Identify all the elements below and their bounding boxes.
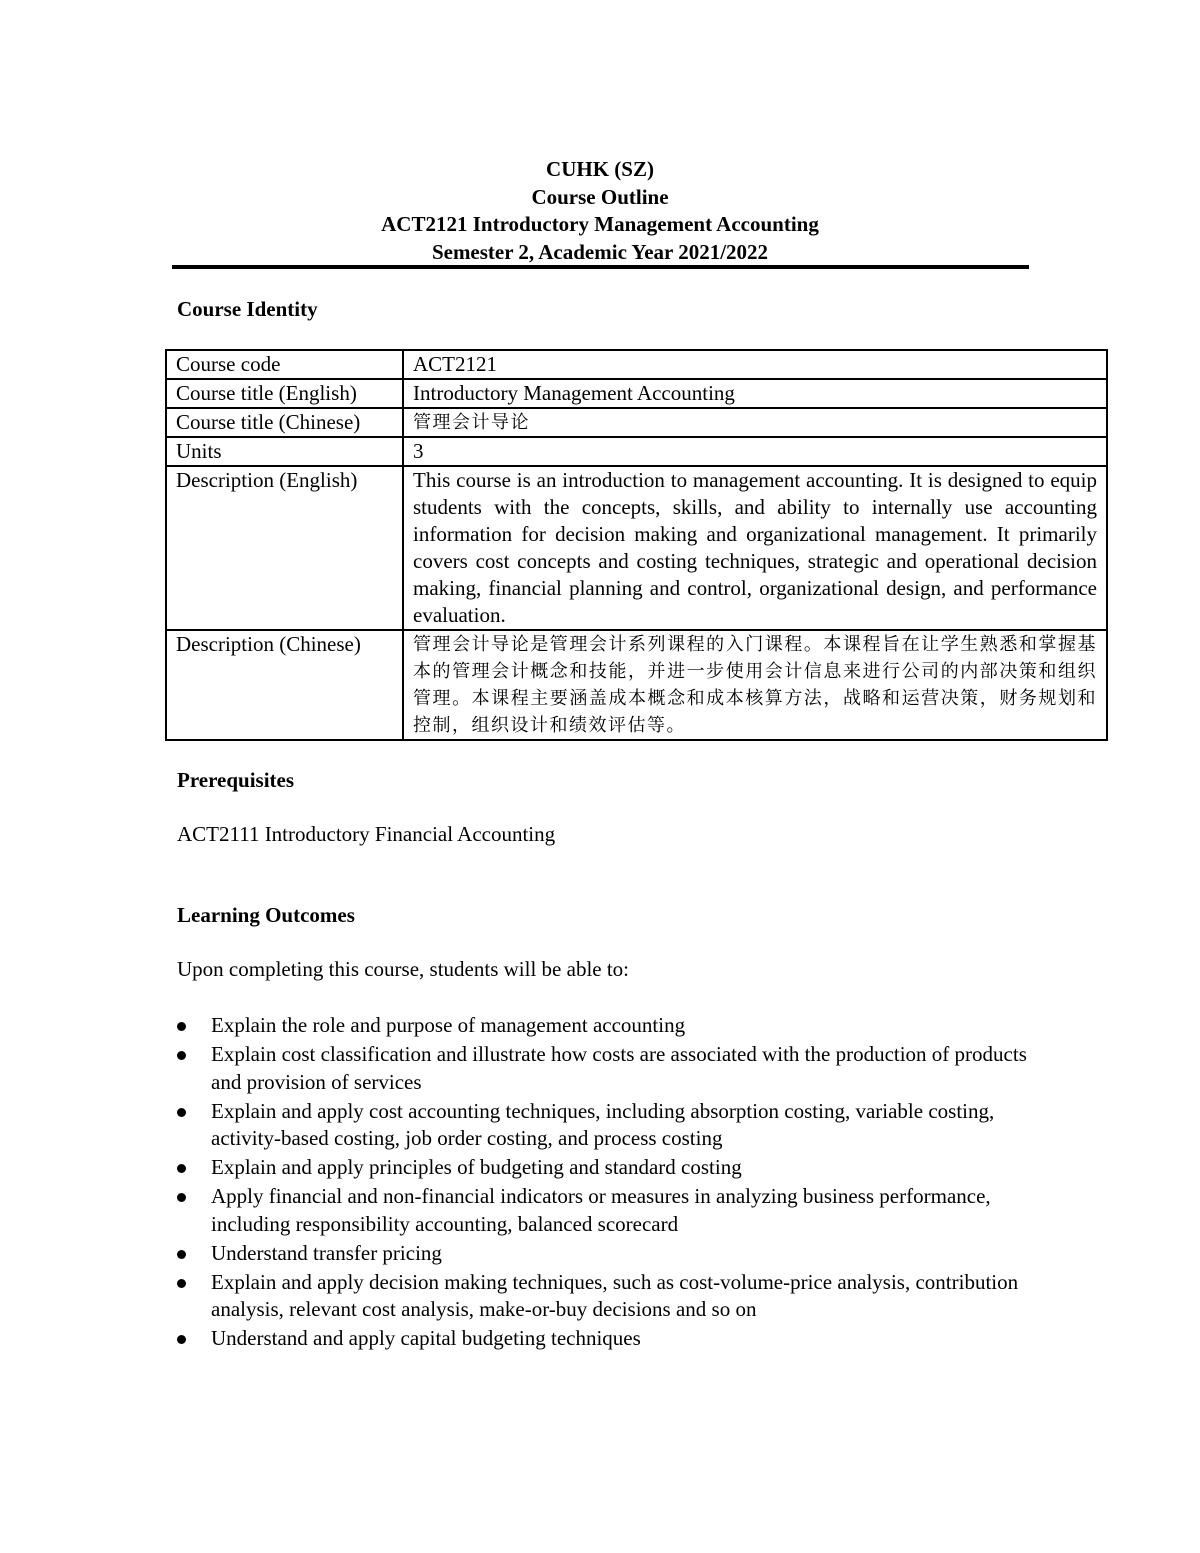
bullet-icon bbox=[177, 1279, 186, 1288]
table-label: Course title (English) bbox=[166, 379, 403, 408]
semester-heading: Semester 2, Academic Year 2021/2022 bbox=[431, 239, 769, 264]
list-item-text: Understand and apply capital budgeting techniques bbox=[211, 1326, 641, 1350]
table-value: 管理会计导论 bbox=[403, 408, 1107, 437]
list-item bbox=[177, 1240, 1027, 1268]
list-item-text: Understand transfer pricing bbox=[211, 1240, 442, 1265]
prerequisites-text: ACT2111 Introductory Financial Accounting bbox=[177, 822, 556, 846]
bullet-icon bbox=[177, 1051, 186, 1060]
table-label: Units bbox=[166, 437, 403, 466]
table-row bbox=[166, 350, 1107, 379]
bullet-icon bbox=[177, 1335, 186, 1344]
bullet-icon bbox=[177, 1250, 186, 1259]
list-item-text: Explain and apply decision making techniques, such as cost-volume-price analysis, contribution analysis, relevant cost analysis, make-or-buy decisions and so on bbox=[211, 1269, 1019, 1321]
table-value: 3 bbox=[403, 437, 1107, 466]
learning-outcomes-intro: Upon completing this course, students will be able to: bbox=[177, 957, 630, 981]
bullet-icon bbox=[177, 1022, 186, 1031]
header-divider bbox=[172, 265, 1029, 269]
table-label: Description (Chinese) bbox=[166, 630, 403, 740]
table-value: This course is an introduction to management accounting. It is designed to equip students with the concepts, skills, and ability to internally use accounting information for decision making and organizational management. It primarily covers cost concepts and costing techniques, strategic and operational decision making, financial planning and control, organizational design, and performance evaluation. bbox=[403, 466, 1107, 630]
list-item bbox=[177, 1325, 1027, 1353]
document-type: Course Outline bbox=[531, 184, 669, 209]
list-item-text: Explain the role and purpose of management accounting bbox=[211, 1013, 686, 1037]
list-item bbox=[177, 1183, 1027, 1238]
list-item-text: Explain cost classification and illustrate how costs are associated with the production of products and provision of services bbox=[211, 1042, 1027, 1094]
table-row bbox=[166, 630, 1107, 740]
table-row bbox=[166, 379, 1107, 408]
list-item-text: Apply financial and non-financial indicators or measures in analyzing business performance, including responsibility accounting, balanced scorecard bbox=[211, 1184, 991, 1236]
table-value: Introductory Management Accounting bbox=[403, 379, 1107, 408]
learning-outcomes-title: Learning Outcomes bbox=[177, 903, 355, 927]
table-row bbox=[166, 437, 1107, 466]
course-identity-table bbox=[165, 349, 1108, 741]
list-item bbox=[177, 1012, 1027, 1040]
learning-outcomes-list bbox=[177, 1012, 1027, 1354]
course-identity-title: Course Identity bbox=[177, 297, 318, 321]
list-item bbox=[177, 1041, 1027, 1096]
list-item bbox=[177, 1098, 1027, 1153]
table-value: 管理会计导论是管理会计系列课程的入门课程。本课程旨在让学生熟悉和掌握基本的管理会计概念和技能，并进一步使用会计信息来进行公司的内部决策和组织管理。本课程主要涵盖成本概念和成本核算方法，战略和运营决策，财务规划和控制，组织设计和绩效评估等。 bbox=[403, 630, 1107, 740]
table-row bbox=[166, 466, 1107, 630]
table-label: Course title (Chinese) bbox=[166, 408, 403, 437]
table-row bbox=[166, 408, 1107, 437]
table-label: Course code bbox=[166, 350, 403, 379]
list-item-text: Explain and apply cost accounting techniques, including absorption costing, variable costing, activity-based costing, job order costing, and process costing bbox=[211, 1098, 995, 1150]
bullet-icon bbox=[177, 1108, 186, 1117]
list-item bbox=[177, 1269, 1027, 1324]
document-header bbox=[172, 156, 1028, 266]
institution-name: CUHK (SZ) bbox=[546, 157, 654, 181]
table-value: ACT2121 bbox=[403, 350, 1107, 379]
list-item-text: Explain and apply principles of budgeting and standard costing bbox=[211, 1155, 742, 1179]
bullet-icon bbox=[177, 1164, 186, 1173]
table-label: Description (English) bbox=[166, 466, 403, 630]
course-heading: ACT2121 Introductory Management Accounting bbox=[381, 212, 819, 236]
list-item bbox=[177, 1154, 1027, 1182]
prerequisites-title: Prerequisites bbox=[177, 768, 295, 792]
bullet-icon bbox=[177, 1193, 186, 1202]
